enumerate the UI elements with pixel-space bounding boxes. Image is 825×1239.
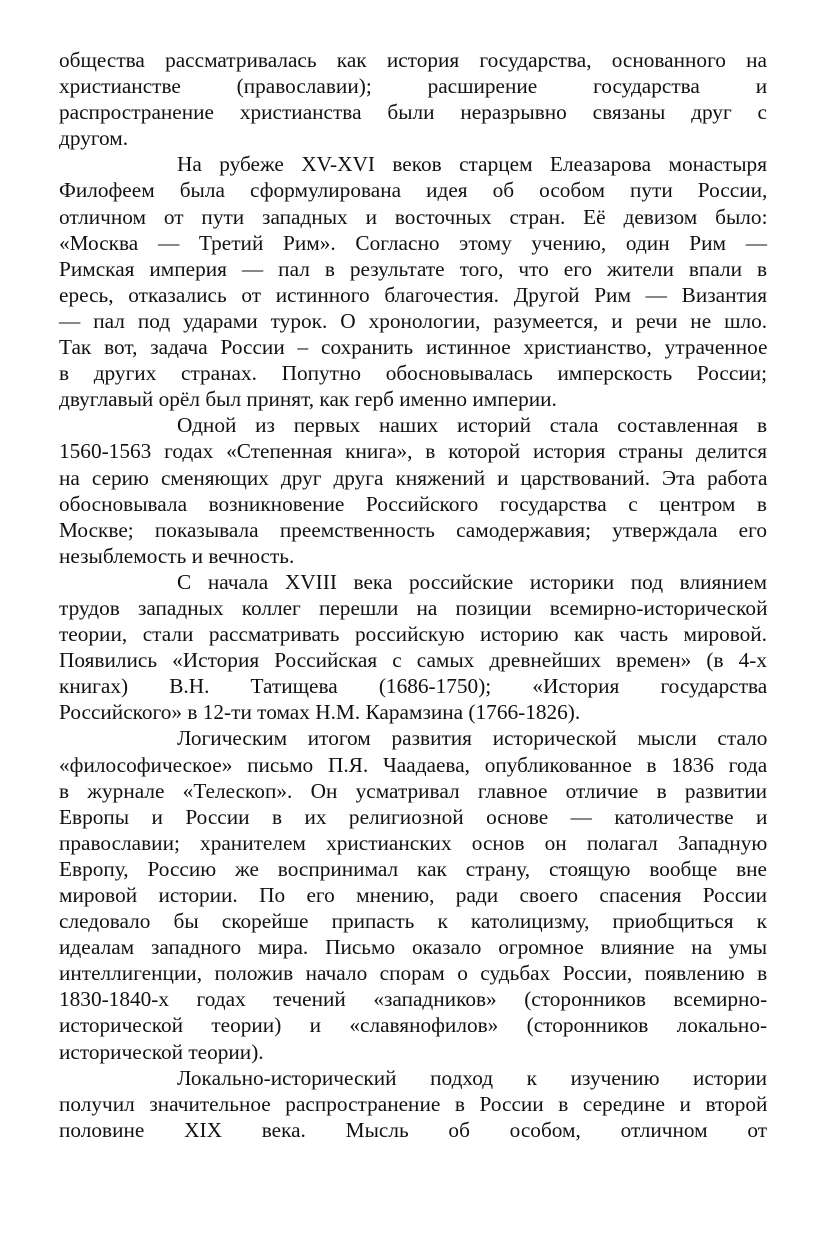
text-line: интеллигенции, положив начало спорам о судьбах России, появлению в (59, 961, 768, 986)
text-line: другом. (59, 126, 129, 151)
text-line: исторической теории) и «славянофилов» (сторонников локально- (59, 1013, 768, 1038)
text-line: половине XIX века. Мысль об особом, отличном от (59, 1117, 768, 1142)
paragraph (59, 47, 767, 151)
text-line: Логическим итогом развития исторической мысли стало (177, 726, 768, 751)
text-line: двуглавый орёл был принят, как герб именно империи. (59, 387, 557, 412)
text-line: Так вот, задача России – сохранить истинное христианство, утраченное (59, 335, 768, 360)
text-line: Филофеем была сформулирована идея об особом пути России, (59, 178, 768, 203)
paragraph (59, 412, 767, 569)
text-line: незыблемость и вечность. (59, 543, 295, 568)
text-line: трудов западных коллег перешли на позиции всемирно-исторической (59, 595, 768, 620)
paragraph (59, 725, 767, 1064)
text-line: Одной из первых наших историй стала составленная в (177, 413, 768, 438)
text-line: — пал под ударами турок. О хронологии, разумеется, и речи не шло. (59, 308, 768, 333)
text-line: «философическое» письмо П.Я. Чаадаева, опубликованное в 1836 года (59, 752, 768, 777)
text-line: 1560-1563 годах «Степенная книга», в которой история страны делится (59, 439, 767, 464)
text-line: Локально-исторический подход к изучению истории (177, 1065, 768, 1090)
text-line: православии; хранителем христианских основ он полагал Западную (59, 830, 768, 855)
text-line: христианстве (православии); расширение государства и (59, 74, 768, 99)
text-line: теории, стали рассматривать российскую историю как часть мировой. (59, 622, 767, 647)
text-line: в других странах. Попутно обосновывалась имперскость России; (59, 361, 768, 386)
text-line: обосновывала возникновение Российского государства с центром в (59, 491, 767, 516)
text-line: Появились «История Российская с самых древнейших времен» (в 4-х (59, 648, 767, 673)
text-line: исторической теории). (59, 1039, 264, 1064)
text-line: Европы и России в их религиозной основе — католичестве и (59, 804, 768, 829)
text-line: ересь, отказались от истинного благочестия. Другой Рим — Византия (59, 282, 767, 307)
text-line: 1830-1840-х годах течений «западников» (сторонников всемирно- (59, 987, 768, 1012)
text-line: получил значительное распространение в России в середине и второй (59, 1091, 768, 1116)
text-line: книгах) В.Н. Татищева (1686-1750); «История государства (59, 674, 768, 699)
paragraph (59, 151, 767, 412)
text-line: следовало бы скорейше припасть к католицизму, приобщиться к (59, 909, 767, 934)
text-line: На рубеже XV-XVI веков старцем Елеазарова монастыря (177, 152, 767, 177)
text-line: мировой истории. По его мнению, ради своего спасения России (59, 883, 767, 907)
paragraph (59, 569, 767, 726)
text-line: С начала XVIII века российские историки под влиянием (177, 569, 767, 594)
text-line: «Москва — Третий Рим». Согласно этому учению, один Рим — (59, 230, 767, 255)
text-line: Римская империя — пал в результате того, что его жители впали в (59, 256, 768, 281)
text-line: отличном от пути западных и восточных стран. Её девизом было: (59, 204, 768, 229)
text-line: в журнале «Телескоп». Он усматривал главное отличие в развитии (59, 778, 767, 803)
document-page (59, 47, 767, 1143)
text-line: общества рассматривалась как история государства, основанного на (59, 48, 767, 72)
paragraph (59, 1065, 767, 1143)
text-line: на серию сменяющих друг друга княжений и царствований. Эта работа (59, 465, 768, 490)
text-line: Москве; показывала преемственность самодержавия; утверждала его (59, 517, 767, 542)
text-line: распространение христианства были неразрывно связаны друг с (59, 100, 767, 125)
text-line: идеалам западного мира. Письмо оказало огромное влияние на умы (59, 935, 768, 960)
text-line: Российского» в 12-ти томах Н.М. Карамзина (1766-1826). (59, 700, 581, 725)
text-line: Европу, Россию же воспринимал как страну, стоящую вообще вне (59, 856, 767, 881)
